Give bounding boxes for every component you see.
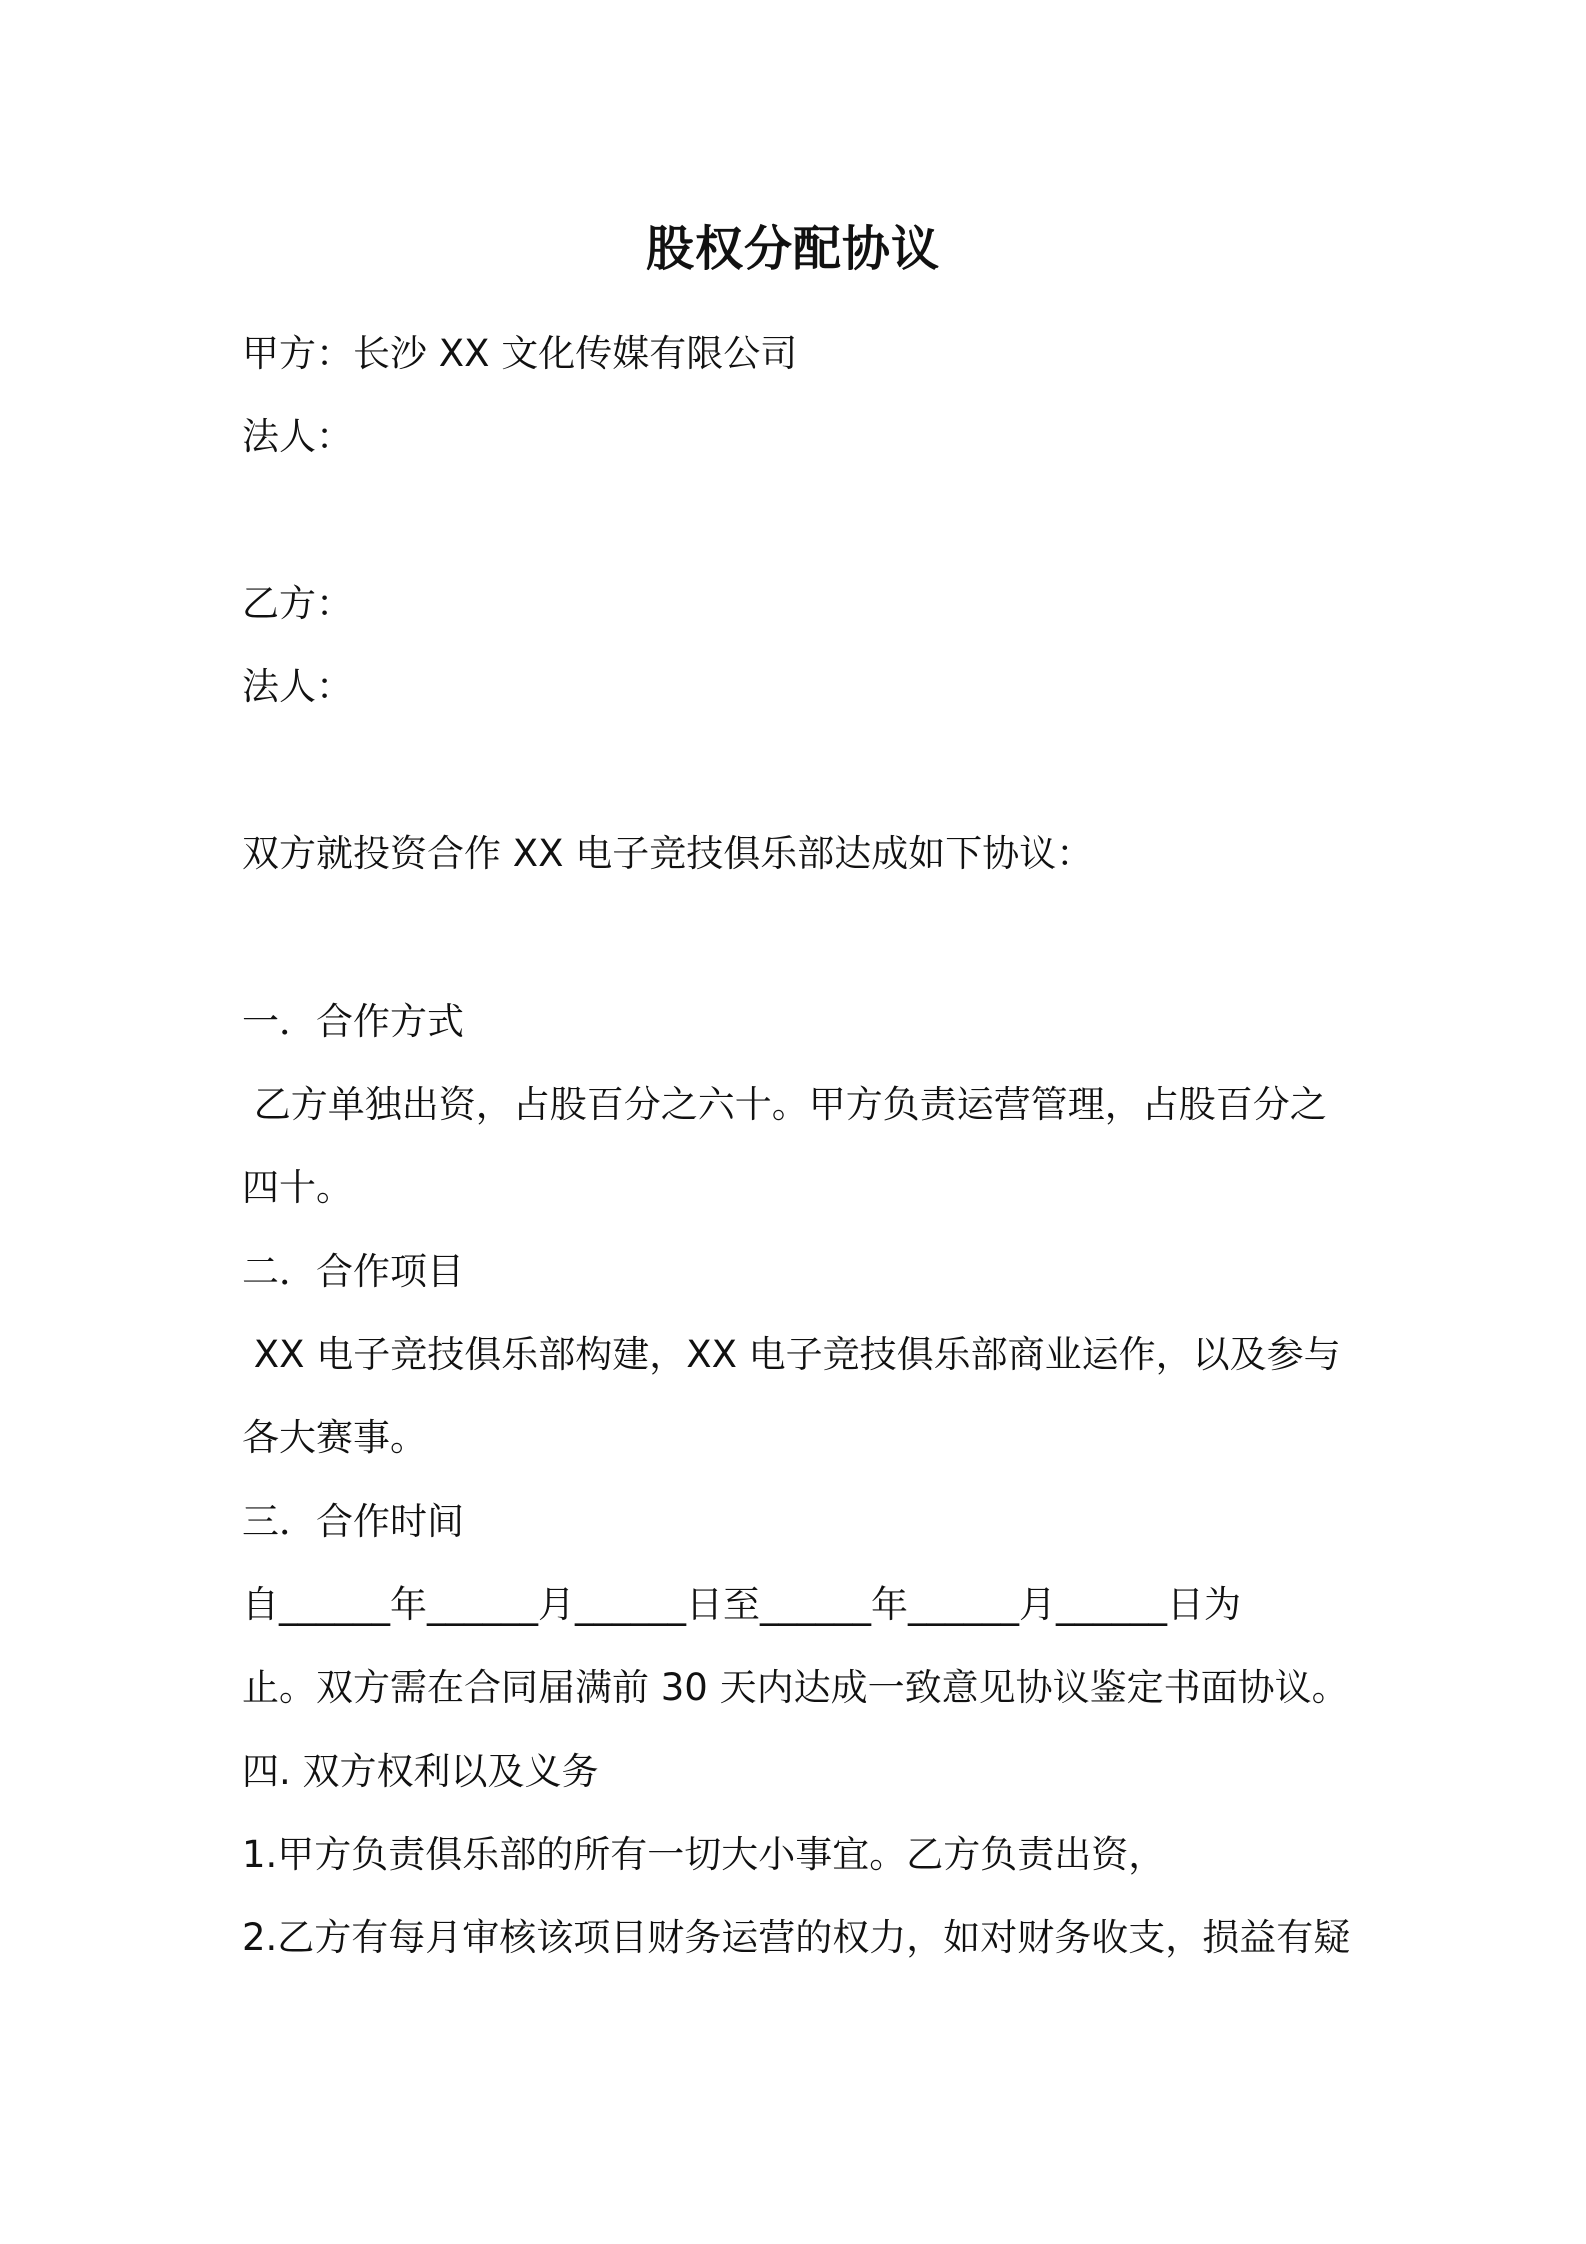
section-1-heading: 一．合作方式 xyxy=(242,1000,464,1043)
section-2-text-line-2: 各大赛事。 xyxy=(242,1416,427,1459)
section-4-item-1: 1.甲方负责俱乐部的所有一切大小事宜。乙方负责出资， xyxy=(242,1833,1166,1876)
agreement-intro: 双方就投资合作 XX 电子竞技俱乐部达成如下协议： xyxy=(242,832,1094,875)
section-2-text-line-1: XX 电子竞技俱乐部构建，XX 电子竞技俱乐部商业运作，以及参与 xyxy=(242,1333,1341,1376)
party-b-line: 乙方： xyxy=(242,582,353,625)
document-title: 股权分配协议 xyxy=(645,221,940,277)
section-3-text-line-2: 止。双方需在合同届满前 30 天内达成一致意见协议鉴定书面协议。 xyxy=(242,1666,1349,1709)
party-a-legal-line: 法人： xyxy=(242,415,353,458)
section-3-heading: 三．合作时间 xyxy=(242,1500,464,1543)
section-4-heading xyxy=(242,1750,599,1794)
section-4-item-2: 2.乙方有每月审核该项目财务运营的权力，如对财务收支，损益有疑 xyxy=(242,1916,1351,1959)
section-3-text-line-1: 自______年______月______日至______年______月______日为 xyxy=(242,1583,1241,1626)
section-2-heading: 二．合作项目 xyxy=(242,1250,464,1293)
party-a-line: 甲方：长沙 XX 文化传媒有限公司 xyxy=(242,332,798,375)
party-b-legal-line: 法人： xyxy=(242,665,353,708)
section-4-heading-text: . 双方权利以及义务 xyxy=(279,1750,599,1793)
section-1-text-line-1: 乙方单独出资，占股百分之六十。甲方负责运营管理，占股百分之 xyxy=(242,1083,1327,1126)
section-1-text-line-2: 四十。 xyxy=(242,1166,353,1209)
section-4-number: 四 xyxy=(242,1750,279,1793)
